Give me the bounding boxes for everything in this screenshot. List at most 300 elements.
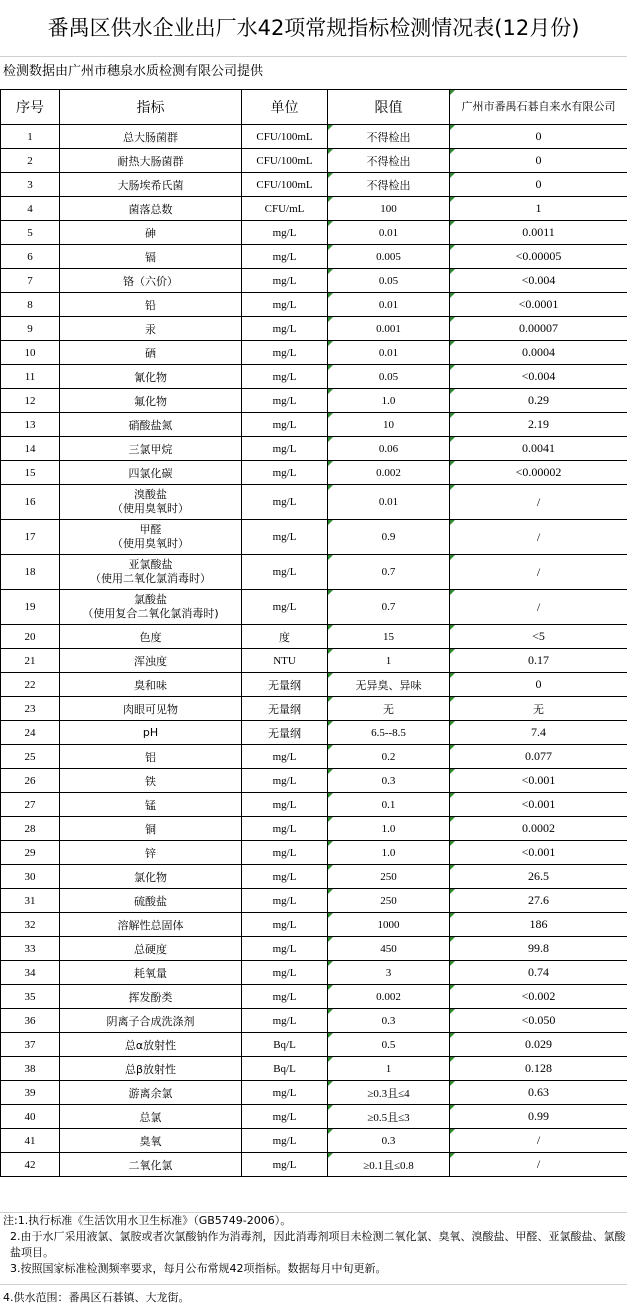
cell-limit: 0.005	[328, 245, 450, 269]
cell-value: 0.74	[450, 961, 627, 985]
cell-no: 29	[1, 841, 60, 865]
note-3: 3.按照国家标准检测频率要求，每月公布常规42项指标。数据每月中旬更新。	[10, 1262, 387, 1275]
table-row	[1, 1033, 627, 1057]
cell-no: 28	[1, 817, 60, 841]
cell-indicator	[60, 293, 242, 317]
cell-limit: 1	[328, 649, 450, 673]
cell-unit: 度	[242, 625, 328, 649]
cell-indicator	[60, 625, 242, 649]
cell-unit: mg/L	[242, 437, 328, 461]
cell-no: 14	[1, 437, 60, 461]
indicator-name: 铜	[145, 822, 156, 836]
cell-no: 13	[1, 413, 60, 437]
table-row	[1, 485, 627, 520]
cell-indicator	[60, 937, 242, 961]
table-row	[1, 437, 627, 461]
cell-indicator	[60, 389, 242, 413]
indicator-name: 臭和味	[134, 678, 167, 692]
cell-indicator	[60, 590, 242, 625]
indicator-name: 铝	[145, 750, 156, 764]
indicator-name: 菌落总数	[128, 202, 173, 216]
cell-limit: 0.01	[328, 221, 450, 245]
cell-limit: 6.5--8.5	[328, 721, 450, 745]
indicator-name: 硝酸盐氮	[128, 418, 173, 432]
cell-limit: 不得检出	[328, 173, 450, 197]
cell-no: 33	[1, 937, 60, 961]
cell-limit: 0.3	[328, 769, 450, 793]
table-row	[1, 1129, 627, 1153]
cell-indicator	[60, 841, 242, 865]
cell-value: /	[450, 555, 627, 590]
cell-unit: mg/L	[242, 793, 328, 817]
indicator-name: 氯化物	[134, 870, 167, 884]
cell-value: 1	[450, 197, 627, 221]
cell-indicator	[60, 721, 242, 745]
table-row	[1, 841, 627, 865]
header-company: 广州市番禺石碁自来水有限公司	[450, 90, 627, 125]
cell-unit: mg/L	[242, 485, 328, 520]
table-header-row	[1, 90, 627, 125]
cell-limit: 无异臭、异味	[328, 673, 450, 697]
cell-indicator	[60, 649, 242, 673]
table-row	[1, 590, 627, 625]
cell-limit: 0.01	[328, 293, 450, 317]
cell-indicator	[60, 1153, 242, 1177]
table-row	[1, 889, 627, 913]
cell-no: 40	[1, 1105, 60, 1129]
cell-limit: ≥0.1且≤0.8	[328, 1153, 450, 1177]
cell-no: 20	[1, 625, 60, 649]
table-row	[1, 389, 627, 413]
indicator-name: 铬（六价）	[123, 274, 178, 288]
cell-indicator	[60, 437, 242, 461]
cell-value: <0.002	[450, 985, 627, 1009]
table-row	[1, 865, 627, 889]
cell-indicator	[60, 745, 242, 769]
cell-no: 30	[1, 865, 60, 889]
cell-indicator	[60, 1081, 242, 1105]
indicator-name: 总氯	[139, 1110, 162, 1124]
cell-no: 16	[1, 485, 60, 520]
cell-no: 25	[1, 745, 60, 769]
cell-no: 6	[1, 245, 60, 269]
indicator-name: 耐热大肠菌群	[117, 154, 184, 168]
cell-limit: 0.002	[328, 461, 450, 485]
cell-unit: Bq/L	[242, 1033, 328, 1057]
cell-limit: ≥0.3且≤4	[328, 1081, 450, 1105]
cell-no: 10	[1, 341, 60, 365]
cell-unit: mg/L	[242, 245, 328, 269]
cell-limit: 1.0	[328, 817, 450, 841]
cell-value: /	[450, 1129, 627, 1153]
table-row	[1, 961, 627, 985]
cell-no: 38	[1, 1057, 60, 1081]
table-row	[1, 793, 627, 817]
indicator-name: 镉	[145, 250, 156, 264]
cell-unit: mg/L	[242, 389, 328, 413]
indicator-name: 硒	[145, 346, 156, 360]
cell-unit: mg/L	[242, 221, 328, 245]
indicator-table	[0, 89, 627, 1177]
cell-indicator	[60, 413, 242, 437]
cell-no: 32	[1, 913, 60, 937]
cell-unit: CFU/100mL	[242, 149, 328, 173]
indicator-name: 溴酸盐	[134, 488, 167, 501]
cell-limit: 0.01	[328, 341, 450, 365]
table-row	[1, 341, 627, 365]
cell-unit: 无量纲	[242, 721, 328, 745]
table-row	[1, 697, 627, 721]
cell-limit: 0.06	[328, 437, 450, 461]
cell-unit: mg/L	[242, 520, 328, 555]
indicator-name: 大肠埃希氏菌	[117, 178, 184, 192]
indicator-name: 耗氧量	[134, 966, 167, 980]
indicator-name: 铅	[145, 298, 156, 312]
cell-value: 0.0011	[450, 221, 627, 245]
cell-indicator	[60, 173, 242, 197]
indicator-name: 色度	[139, 630, 162, 644]
cell-indicator	[60, 269, 242, 293]
cell-limit: 10	[328, 413, 450, 437]
indicator-name: 游离余氯	[128, 1086, 173, 1100]
note-1: 注:1.执行标准《生活饮用水卫生标准》（GB5749-2006）。	[3, 1214, 292, 1227]
cell-unit: mg/L	[242, 461, 328, 485]
cell-limit: 0.01	[328, 485, 450, 520]
cell-limit: 0.001	[328, 317, 450, 341]
cell-unit: mg/L	[242, 961, 328, 985]
table-row	[1, 413, 627, 437]
cell-limit: ≥0.5且≤3	[328, 1105, 450, 1129]
table-row	[1, 317, 627, 341]
indicator-name: 总β放射性	[124, 1062, 177, 1076]
cell-limit: 1.0	[328, 389, 450, 413]
cell-value: 99.8	[450, 937, 627, 961]
note-2: 2.由于水厂采用液氯、氯胺或者次氯酸钠作为消毒剂，因此消毒剂项目未检测二氧化氯、臭氧、溴酸盐、甲醛、亚氯酸盐、氯酸盐项目。	[10, 1230, 626, 1259]
cell-no: 2	[1, 149, 60, 173]
header-no: 序号	[1, 90, 60, 125]
supply-scope: 4.供水范围：番禺区石碁镇、大龙街。	[0, 1284, 627, 1311]
cell-limit: 0.9	[328, 520, 450, 555]
cell-indicator	[60, 673, 242, 697]
cell-no: 18	[1, 555, 60, 590]
cell-indicator	[60, 365, 242, 389]
cell-limit: 15	[328, 625, 450, 649]
indicator-name: pH	[142, 726, 159, 739]
cell-unit: mg/L	[242, 937, 328, 961]
cell-unit: CFU/100mL	[242, 173, 328, 197]
cell-unit: CFU/mL	[242, 197, 328, 221]
indicator-name: 溶解性总固体	[117, 918, 184, 932]
table-row	[1, 221, 627, 245]
indicator-name: 臭氧	[139, 1134, 162, 1148]
cell-limit: 250	[328, 865, 450, 889]
indicator-name: 砷	[145, 226, 156, 240]
cell-indicator	[60, 913, 242, 937]
cell-limit: 0.002	[328, 985, 450, 1009]
cell-limit: 1	[328, 1057, 450, 1081]
cell-no: 23	[1, 697, 60, 721]
cell-limit: 0.3	[328, 1129, 450, 1153]
cell-no: 35	[1, 985, 60, 1009]
cell-value: 0.0002	[450, 817, 627, 841]
cell-value: /	[450, 520, 627, 555]
indicator-name: 挥发酚类	[128, 990, 173, 1004]
indicator-name: 肉眼可见物	[123, 702, 178, 716]
table-row	[1, 125, 627, 149]
cell-indicator	[60, 485, 242, 520]
cell-no: 42	[1, 1153, 60, 1177]
table-row	[1, 1081, 627, 1105]
header-limit: 限值	[328, 90, 450, 125]
cell-limit: 0.7	[328, 555, 450, 590]
cell-value: <5	[450, 625, 627, 649]
indicator-name: 甲醛	[139, 523, 162, 536]
cell-unit: mg/L	[242, 1105, 328, 1129]
indicator-name: 总大肠菌群	[123, 130, 178, 144]
indicator-name: 总硬度	[134, 942, 167, 956]
cell-value: 7.4	[450, 721, 627, 745]
cell-value: 0	[450, 673, 627, 697]
cell-no: 36	[1, 1009, 60, 1033]
cell-indicator	[60, 865, 242, 889]
cell-limit: 1.0	[328, 841, 450, 865]
table-row	[1, 149, 627, 173]
cell-limit: 250	[328, 889, 450, 913]
cell-unit: mg/L	[242, 269, 328, 293]
cell-value: <0.00002	[450, 461, 627, 485]
cell-value: 186	[450, 913, 627, 937]
cell-value: <0.001	[450, 841, 627, 865]
cell-value: 0.029	[450, 1033, 627, 1057]
cell-value: 0.128	[450, 1057, 627, 1081]
cell-indicator	[60, 197, 242, 221]
indicator-condition: （使用臭氧时）	[112, 502, 189, 515]
cell-indicator	[60, 889, 242, 913]
cell-value: 0.077	[450, 745, 627, 769]
cell-unit: mg/L	[242, 865, 328, 889]
table-row	[1, 461, 627, 485]
cell-indicator	[60, 697, 242, 721]
indicator-name: 浑浊度	[134, 654, 167, 668]
table-row	[1, 985, 627, 1009]
cell-value: 0	[450, 125, 627, 149]
cell-no: 11	[1, 365, 60, 389]
cell-limit: 1000	[328, 913, 450, 937]
cell-no: 26	[1, 769, 60, 793]
indicator-name: 总α放射性	[124, 1038, 177, 1052]
indicator-name: 汞	[145, 322, 156, 336]
cell-no: 8	[1, 293, 60, 317]
cell-no: 9	[1, 317, 60, 341]
table-row	[1, 913, 627, 937]
indicator-name: 四氯化碳	[128, 466, 173, 480]
cell-limit: 450	[328, 937, 450, 961]
table-row	[1, 1057, 627, 1081]
cell-value: 0.00007	[450, 317, 627, 341]
cell-indicator	[60, 221, 242, 245]
cell-no: 34	[1, 961, 60, 985]
cell-value: <0.050	[450, 1009, 627, 1033]
cell-unit: mg/L	[242, 817, 328, 841]
cell-no: 12	[1, 389, 60, 413]
cell-no: 19	[1, 590, 60, 625]
cell-no: 7	[1, 269, 60, 293]
cell-unit: mg/L	[242, 590, 328, 625]
table-row	[1, 1105, 627, 1129]
cell-value: 0.17	[450, 649, 627, 673]
cell-limit: 0.05	[328, 365, 450, 389]
cell-value: 0.63	[450, 1081, 627, 1105]
cell-value: 0	[450, 149, 627, 173]
cell-no: 4	[1, 197, 60, 221]
cell-value: <0.004	[450, 269, 627, 293]
cell-indicator	[60, 149, 242, 173]
cell-unit: mg/L	[242, 913, 328, 937]
cell-unit: mg/L	[242, 985, 328, 1009]
cell-value: 无	[450, 697, 627, 721]
cell-unit: mg/L	[242, 769, 328, 793]
cell-unit: mg/L	[242, 841, 328, 865]
cell-value: 2.19	[450, 413, 627, 437]
cell-no: 3	[1, 173, 60, 197]
cell-unit: mg/L	[242, 1129, 328, 1153]
indicator-name: 亚氯酸盐	[128, 558, 173, 571]
cell-no: 24	[1, 721, 60, 745]
cell-indicator	[60, 520, 242, 555]
indicator-condition: （使用复合二氧化氯消毒时)	[82, 607, 219, 620]
cell-unit: mg/L	[242, 293, 328, 317]
table-row	[1, 245, 627, 269]
table-row	[1, 769, 627, 793]
cell-indicator	[60, 817, 242, 841]
cell-indicator	[60, 1033, 242, 1057]
cell-indicator	[60, 341, 242, 365]
cell-limit: 3	[328, 961, 450, 985]
cell-unit: mg/L	[242, 413, 328, 437]
cell-indicator	[60, 555, 242, 590]
cell-indicator	[60, 317, 242, 341]
cell-unit: mg/L	[242, 1081, 328, 1105]
indicator-condition: （使用二氧化氯消毒时）	[90, 572, 211, 585]
cell-value: /	[450, 485, 627, 520]
cell-value: <0.0001	[450, 293, 627, 317]
cell-no: 21	[1, 649, 60, 673]
cell-no: 39	[1, 1081, 60, 1105]
table-row	[1, 197, 627, 221]
cell-value: 0.29	[450, 389, 627, 413]
indicator-name: 氯酸盐	[134, 593, 167, 606]
cell-no: 17	[1, 520, 60, 555]
cell-value: <0.001	[450, 769, 627, 793]
cell-no: 37	[1, 1033, 60, 1057]
table-row	[1, 745, 627, 769]
cell-indicator	[60, 793, 242, 817]
indicator-name: 硫酸盐	[134, 894, 167, 908]
cell-unit: 无量纲	[242, 673, 328, 697]
indicator-name: 三氯甲烷	[128, 442, 173, 456]
cell-limit: 0.1	[328, 793, 450, 817]
cell-value: 0.0004	[450, 341, 627, 365]
cell-value: 0.0041	[450, 437, 627, 461]
cell-indicator	[60, 1057, 242, 1081]
cell-no: 1	[1, 125, 60, 149]
table-row	[1, 625, 627, 649]
cell-unit: mg/L	[242, 889, 328, 913]
cell-limit: 0.2	[328, 745, 450, 769]
indicator-name: 氟化物	[134, 394, 167, 408]
cell-unit: CFU/100mL	[242, 125, 328, 149]
cell-limit: 0.05	[328, 269, 450, 293]
cell-limit: 不得检出	[328, 125, 450, 149]
table-row	[1, 555, 627, 590]
cell-value: 26.5	[450, 865, 627, 889]
indicator-condition: （使用臭氧时）	[112, 537, 189, 550]
table-row	[1, 673, 627, 697]
cell-limit: 0.7	[328, 590, 450, 625]
notes-section	[0, 1212, 627, 1285]
cell-indicator	[60, 985, 242, 1009]
cell-unit: mg/L	[242, 317, 328, 341]
table-row	[1, 269, 627, 293]
cell-limit: 100	[328, 197, 450, 221]
cell-indicator	[60, 125, 242, 149]
cell-no: 31	[1, 889, 60, 913]
header-unit: 单位	[242, 90, 328, 125]
table-row	[1, 1009, 627, 1033]
page-title: 番禺区供水企业出厂水42项常规指标检测情况表(12月份)	[0, 0, 627, 57]
indicator-name: 阴离子合成洗涤剂	[106, 1014, 195, 1028]
cell-unit: 无量纲	[242, 697, 328, 721]
cell-unit: mg/L	[242, 745, 328, 769]
cell-indicator	[60, 1009, 242, 1033]
indicator-name: 氰化物	[134, 370, 167, 384]
cell-limit: 不得检出	[328, 149, 450, 173]
table-row	[1, 520, 627, 555]
cell-value: <0.004	[450, 365, 627, 389]
cell-unit: mg/L	[242, 341, 328, 365]
cell-indicator	[60, 961, 242, 985]
table-row	[1, 649, 627, 673]
table-row	[1, 173, 627, 197]
data-source-note: 检测数据由广州市穗泉水质检测有限公司提供	[3, 64, 264, 79]
table-row	[1, 721, 627, 745]
cell-unit: mg/L	[242, 555, 328, 590]
cell-no: 41	[1, 1129, 60, 1153]
cell-no: 5	[1, 221, 60, 245]
header-indicator: 指标	[60, 90, 242, 125]
cell-no: 22	[1, 673, 60, 697]
cell-indicator	[60, 1105, 242, 1129]
table-row	[1, 817, 627, 841]
indicator-name: 铁	[145, 774, 156, 788]
cell-no: 15	[1, 461, 60, 485]
indicator-name: 锰	[145, 798, 156, 812]
cell-value: 27.6	[450, 889, 627, 913]
cell-unit: NTU	[242, 649, 328, 673]
cell-indicator	[60, 1129, 242, 1153]
indicator-name: 二氧化氯	[128, 1158, 173, 1172]
cell-value: /	[450, 1153, 627, 1177]
cell-value: /	[450, 590, 627, 625]
cell-indicator	[60, 461, 242, 485]
table-row	[1, 1153, 627, 1177]
cell-unit: mg/L	[242, 365, 328, 389]
cell-no: 27	[1, 793, 60, 817]
cell-unit: mg/L	[242, 1009, 328, 1033]
cell-limit: 0.3	[328, 1009, 450, 1033]
cell-unit: mg/L	[242, 1153, 328, 1177]
cell-unit: Bq/L	[242, 1057, 328, 1081]
